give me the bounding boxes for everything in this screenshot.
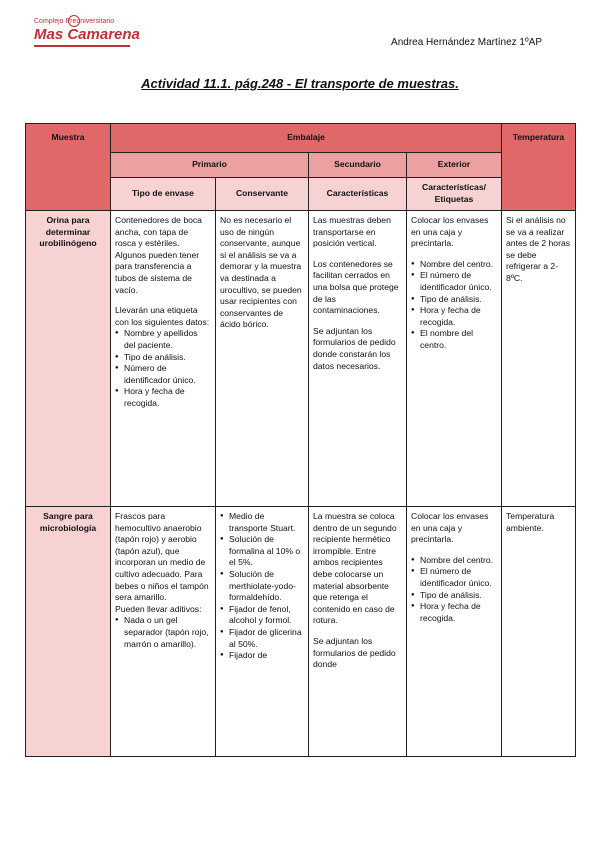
tipo-text: Contenedores de boca ancha, con tapa de rosca y estériles. Algunos pueden tener para transferencia a tubos de sistema de vacío.	[115, 215, 202, 295]
header-muestra: Muestra	[26, 124, 111, 211]
cell-temperatura: Temperatura ambiente.	[502, 507, 576, 757]
exterior-text: Colocar los envases en una caja y precintarla.	[411, 215, 489, 249]
list-item: ● Fijador de	[229, 650, 304, 662]
cell-conservante: No es necesario el uso de ningún conservante, aunque si el análisis se va a demorar y la muestra va destinada a urocultivo, se pueden usar recipientes con conservantes de ácido bórico.	[216, 211, 309, 507]
list-item: ● Hora y fecha de recogida.	[420, 601, 497, 624]
table-row	[26, 211, 576, 507]
list-item: ● Tipo de análisis.	[420, 590, 497, 602]
secundario-text: Se adjuntan los formularios de pedido donde	[313, 635, 396, 670]
cell-secundario	[309, 507, 407, 757]
tipo-label-text: Llevarán una etiqueta con los siguientes datos:	[115, 305, 210, 327]
tipo-label-text: Pueden llevar aditivos:	[115, 603, 202, 614]
secundario-text: Se adjuntan los formularios de pedido donde constarán los datos necesarios.	[313, 325, 396, 371]
cell-tipo-envase	[111, 507, 216, 757]
list-item: ● Número de identificador único.	[124, 363, 211, 386]
conservante-list	[220, 511, 304, 662]
cell-exterior	[407, 507, 502, 757]
exterior-list	[411, 555, 497, 625]
list-item: ● Nombre y apellidos del paciente.	[124, 328, 211, 351]
secundario-text: Las muestras deben transportarse en posición vertical.	[313, 215, 391, 249]
list-item: ● Fijador de glicerina al 50%.	[229, 627, 304, 650]
list-item: ● Hora y fecha de recogida.	[420, 305, 497, 328]
logo-subtitle: Complejo Preuniversitario	[34, 18, 115, 25]
list-item: ● Hora y fecha de recogida.	[124, 386, 211, 409]
list-item: ● Nombre del centro.	[420, 259, 497, 271]
list-item: ● El número de identificador único.	[420, 566, 497, 589]
author-name: Andrea Hernández Martínez 1ºAP	[391, 37, 542, 48]
list-item: ● Tipo de análisis.	[420, 294, 497, 306]
header-etiquetas: Características/ Etiquetas	[407, 178, 502, 211]
list-item: ● Solución de merthiolate-yodo-formaldehído.	[229, 569, 304, 604]
logo-underline	[34, 45, 130, 47]
header-primario: Primario	[111, 153, 309, 178]
header-secundario: Secundario	[309, 153, 407, 178]
header-caracteristicas: Características	[309, 178, 407, 211]
secundario-text: Los contenedores se facilitan cerrados en una bolsa que protege de las contaminaciones.	[313, 258, 399, 316]
transport-table	[25, 123, 576, 757]
page-title: Actividad 11.1. pág.248 - El transporte de muestras.	[141, 76, 459, 91]
cell-muestra: Sangre para microbiología	[26, 507, 111, 757]
header-exterior: Exterior	[407, 153, 502, 178]
logo-name: Mas Camarena	[34, 26, 140, 43]
cell-temperatura: Si el análisis no se va a realizar antes de 2 horas se debe refrigerar a 2-8ºC.	[502, 211, 576, 507]
list-item: ● Solución de formalina al 10% o el 5%.	[229, 534, 304, 569]
header-temperatura: Temperatura	[502, 124, 576, 211]
school-logo	[34, 18, 144, 50]
list-item: ● Nombre del centro.	[420, 555, 497, 567]
list-item: ● Fijador de fenol, alcohol y formol.	[229, 604, 304, 627]
list-item: ● El número de identificador único.	[420, 270, 497, 293]
list-item: ● Nada o un gel separador (tapón rojo, marrón o amarillo).	[124, 615, 211, 650]
exterior-list	[411, 259, 497, 352]
cell-tipo-envase	[111, 211, 216, 507]
secundario-text: La muestra se coloca dentro de un segundo recipiente hermético irrompible. Entre ambos recipientes debe colocarse un material absorbente que retenga el contenido en caso de rotura.	[313, 511, 397, 626]
tipo-text: Frascos para hemocultivo anaerobio (tapón rojo) y aerobio (tapón azul), que incorporan un medio de cultivo adecuado. Para bebes o niños el tampón sera amarillo.	[115, 511, 209, 603]
tipo-list	[115, 328, 211, 409]
table-row	[26, 507, 576, 757]
list-item: ● Tipo de análisis.	[124, 352, 211, 364]
cell-muestra: Orina para determinar urobilinógeno	[26, 211, 111, 507]
cell-conservante	[216, 507, 309, 757]
header-tipo-envase: Tipo de envase	[111, 178, 216, 211]
cell-secundario	[309, 211, 407, 507]
exterior-text: Colocar los envases en una caja y precintarla.	[411, 511, 489, 545]
cell-exterior	[407, 211, 502, 507]
tipo-list	[115, 615, 211, 650]
header-embalaje: Embalaje	[111, 124, 502, 153]
header-conservante: Conservante	[216, 178, 309, 211]
list-item: ● Medio de transporte Stuart.	[229, 511, 304, 534]
list-item: ● El nombre del centro.	[420, 328, 497, 351]
